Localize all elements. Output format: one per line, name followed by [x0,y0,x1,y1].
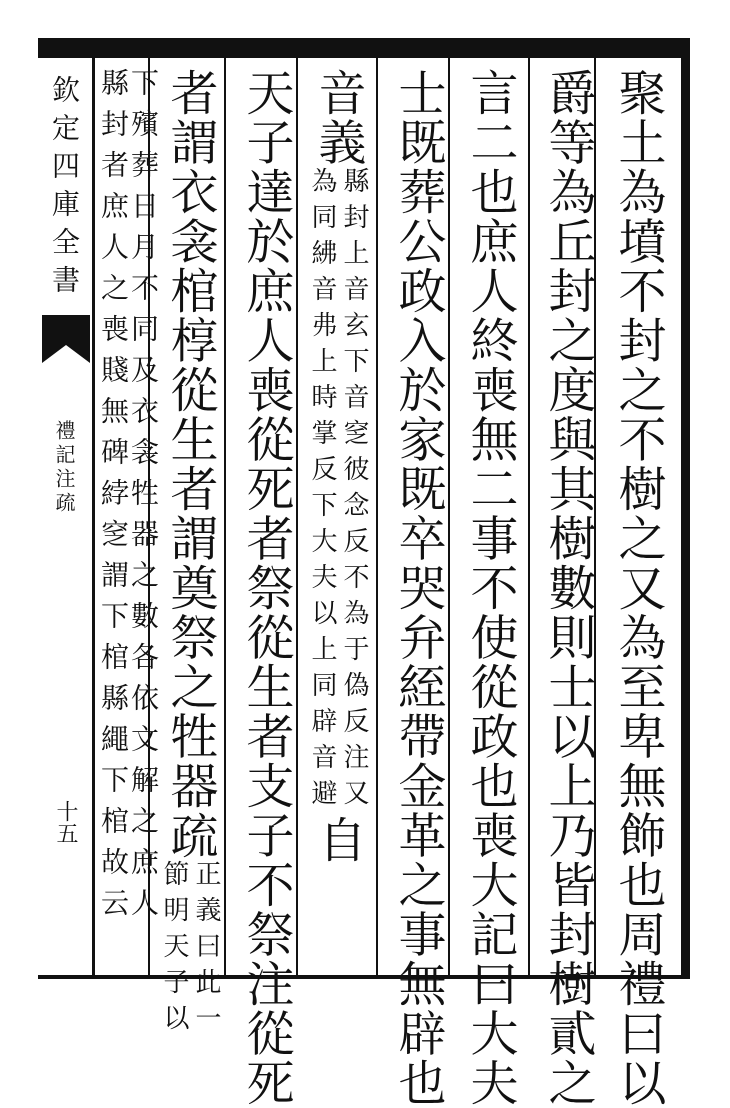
column-end-char: 自 [310,815,366,865]
column-rule [224,58,226,976]
phonetic-heading: 音義 [310,68,366,167]
text-column-4: 士既葬公政入於家既卒哭弁絰帶金革之事無辟也 [390,68,446,1108]
fishtail-mark-icon [42,315,90,363]
text-column-5 [308,68,368,968]
commentary-left: 為同紼音弗上時掌反下大夫以上同辟音避 [307,167,337,815]
commentary-right: 縣封上音玄下音窆彼念反不為于偽反注又 [339,167,369,815]
text-column-8 [96,68,160,968]
shu-marker: 疏 [162,810,218,860]
commentary-pair [96,68,160,929]
section-title: 禮記注疏 [52,420,76,516]
text-column-7 [159,68,221,1040]
top-border [38,38,690,58]
main-text: 者謂衣衾棺椁從生者謂奠祭之牲器 [162,68,218,811]
margin-divider [92,58,95,976]
page-number: 十五 [53,800,78,844]
column-rule [376,58,378,976]
text-column-1: 聚土為墳不封之不樹之又為至卑無飾也周禮曰以 [610,68,666,1108]
commentary-left: 節明天子以 [159,860,189,1040]
commentary-pair [160,860,220,1040]
text-column-6: 天子達於庶人喪從死者祭從生者支子不祭注從死 [238,68,294,1108]
right-border [681,38,690,978]
book-title: 欽定四庫全書 [48,75,81,303]
text-column-3: 言二也庶人終喪無二事不使從政也喪大記曰大夫 [462,68,518,1108]
column-rule [296,58,298,976]
column-rule [528,58,530,976]
commentary-right: 下殯葬日月不同及衣衾牲器之數各依文解之庶人 [127,68,160,929]
commentary-pair [308,167,368,815]
commentary-left: 縣封者庶人之喪賤無碑綍窆謂下棺縣繩下棺故云 [97,68,130,929]
commentary-right: 正義曰此一 [191,860,221,1040]
column-rule [448,58,450,976]
text-column-2: 爵等為丘封之度與其樹數則士以上乃皆封樹貳之 [540,68,596,1108]
